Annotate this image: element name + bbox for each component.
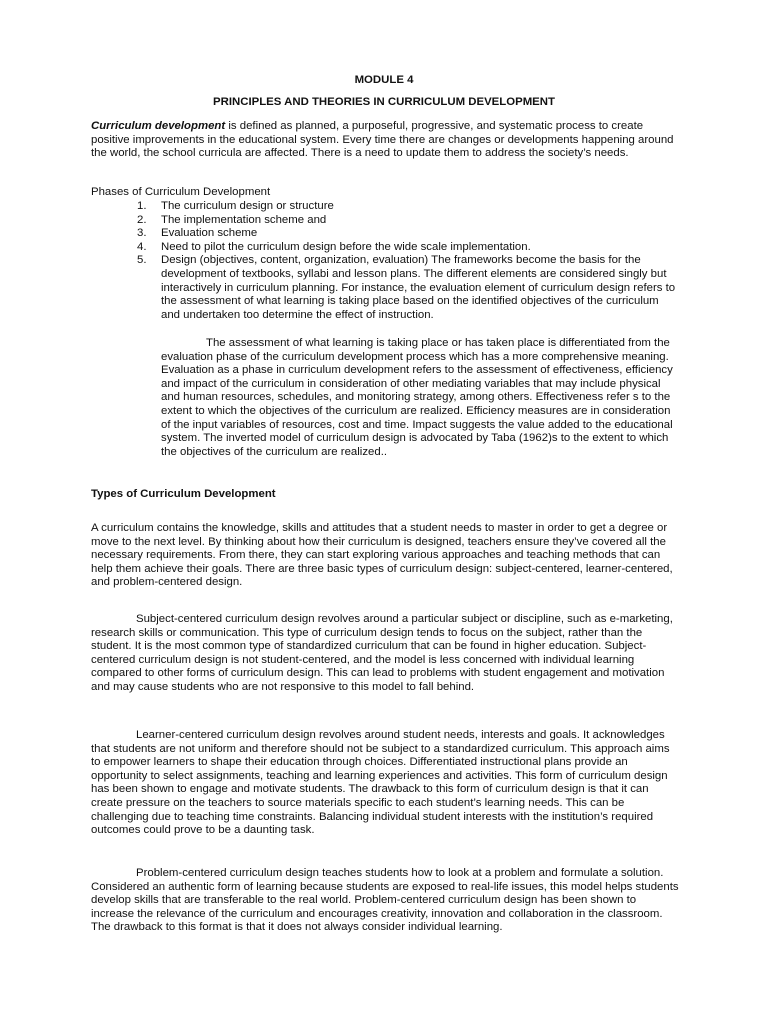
intro-paragraph [91,120,681,161]
list-item [137,227,677,241]
assessment-paragraph [161,337,677,459]
list-item [137,241,677,255]
types-intro-paragraph [91,522,681,590]
list-text: Need to pilot the curriculum design before the wide scale implementation. [161,240,531,253]
subject-centered-paragraph [91,613,681,695]
list-number: 5. [137,254,147,267]
assessment-text: The assessment of what learning is taking place or has taken place is differentiated from the evaluation phase of the curriculum development process which has a more comprehensive meaning. Evaluation as a phase in curriculum development refers to the assessment of effectiveness, efficiency and impact of the curriculum in consideration of other mediating variables that may include physical and human resources, schedules, and monitoring strategy, among others. Effectiveness refer s to the extent to which the objectives of the curriculum are realized. Efficiency measures are in consideration of the input variables of resources, cost and time. Impact suggests the value added to the educational system. The inverted model of curriculum design is advocated by Taba (1962)s to the extent to which the objectives of the curriculum are realized.. [161,337,673,458]
phases-list-container [137,200,677,322]
list-text: The implementation scheme and [161,213,327,226]
types-intro-text: A curriculum contains the knowledge, skills and attitudes that a student needs to master in order to get a degree or move to the next level. By thinking about how their curriculum is designed, teachers ensure they’ve covered all the necessary requirements. From there, they can start exploring various approaches and teaching methods that can help them achieve their goals. There are three basic types of curriculum design: subject-centered, learner-centered, and problem-centered design. [91,522,673,589]
list-text: Design (objectives, content, organization, evaluation) The frameworks become the basis for the development of textbooks, syllabi and lesson plans. The different elements are considered singly but interactively in curriculum planning. For instance, the evaluation element of curriculum design refers to the assessment of what learning is taking place based on the identified objectives of the curriculum and undertaken too determine the effect of instruction. [161,254,676,321]
problem-centered-text: Problem-centered curriculum design teaches students how to look at a problem and formulate a solution. Considered an authentic form of learning because students are exposed to real-life issues, this model helps students develop skills that are transferable to the real world. Problem-centered curriculum design has been shown to increase the relevance of the curriculum and encourages creativity, innovation and collaboration in the classroom. The drawback to this format is that it does not always consider individual learning. [91,867,679,934]
list-number: 2. [137,213,147,226]
list-number: 3. [137,227,147,240]
list-item [137,214,677,228]
list-item [137,254,677,322]
list-item [137,200,677,214]
phases-heading: Phases of Curriculum Development [91,186,271,198]
problem-centered-paragraph [91,867,681,935]
subject-centered-text: Subject-centered curriculum design revolves around a particular subject or discipline, such as e-marketing, research skills or communication. This type of curriculum design tends to focus on the subject, rather than the student. It is the most common type of standardized curriculum that can be found in higher education. Subject-centered curriculum design is not student-centered, and the model is less concerned with individual learning compared to other forms of curriculum design. This can lead to problems with student engagement and motivation and may cause students who are not responsive to this model to fall behind. [91,613,673,693]
page-title: PRINCIPLES AND THEORIES IN CURRICULUM DEVELOPMENT [213,96,555,108]
list-text: The curriculum design or structure [161,200,334,212]
module-label: MODULE 4 [354,74,414,86]
types-heading: Types of Curriculum Development [91,488,276,500]
phases-list [137,200,677,322]
learner-centered-text: Learner-centered curriculum design revolves around student needs, interests and goals. It acknowledges that students are not uniform and therefore should not be subject to a standardized curriculum. This approach aims to empower learners to shape their education through choices. Differentiated instructional plans provide an opportunity to select assignments, teaching and learning experiences and activities. This form of curriculum design has been shown to engage and motivate students. The drawback to this form of curriculum design is that it can create pressure on the teachers to source materials specific to each student’s learning needs. This can be challenging due to teaching time constraints. Balancing individual student interests with the institution’s required outcomes could prove to be a daunting task. [91,729,670,837]
list-number: 4. [137,240,147,253]
list-text: Evaluation scheme [161,227,258,240]
intro-text: is defined as planned, a purposeful, progressive, and systematic process to create positive improvements in the educational system. Every time there are changes or developments happening around the world, the school curricula are affected. There is a need to update them to address the society’s needs. [91,120,674,160]
learner-centered-paragraph [91,729,681,838]
intro-term: Curriculum development [91,120,226,132]
list-number: 1. [137,200,147,212]
